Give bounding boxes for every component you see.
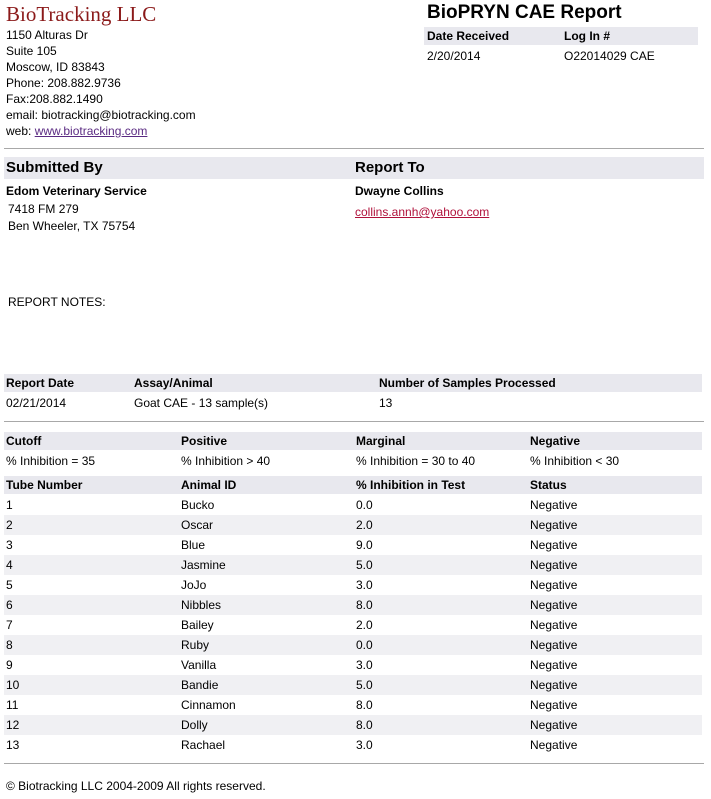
report-meta-header: [424, 27, 698, 45]
report-to-heading: Report To: [355, 159, 425, 176]
status: Negative: [530, 698, 578, 712]
recipient-email-link[interactable]: collins.annh@yahoo.com: [355, 205, 490, 219]
summary-samples: 13: [379, 396, 393, 410]
results-table-body: [4, 495, 702, 755]
tube-number: 4: [6, 558, 13, 572]
inhibition-value: 8.0: [356, 698, 373, 712]
threshold-header-positive: Positive: [181, 434, 228, 448]
tube-number: 12: [6, 718, 20, 732]
inhibition-value: 5.0: [356, 558, 373, 572]
divider: [4, 148, 704, 149]
summary-values: [4, 393, 702, 413]
status: Negative: [530, 498, 578, 512]
tube-number: 6: [6, 598, 13, 612]
summary-report-date: 02/21/2014: [6, 396, 67, 410]
report-meta-values: [424, 46, 698, 66]
web-label: web:: [6, 124, 35, 138]
animal-id: Nibbles: [181, 598, 222, 612]
date-received-value: 2/20/2014: [427, 49, 481, 63]
recipient-name: Dwayne Collins: [355, 184, 444, 198]
table-row: [4, 715, 702, 735]
table-row: [4, 675, 702, 695]
status: Negative: [530, 738, 578, 752]
tube-number: 13: [6, 738, 20, 752]
table-row: [4, 555, 702, 575]
inhibition-value: 5.0: [356, 678, 373, 692]
status: Negative: [530, 658, 578, 672]
footer-copyright: © Biotracking LLC 2004-2009 All rights reserved.: [6, 779, 266, 793]
address-line-2: Suite 105: [6, 44, 57, 58]
table-row: [4, 535, 702, 555]
animal-id: Jasmine: [181, 558, 226, 572]
status: Negative: [530, 678, 578, 692]
company-phone: Phone: 208.882.9736: [6, 76, 121, 90]
company-email: email: biotracking@biotracking.com: [6, 108, 196, 122]
website-link[interactable]: www.biotracking.com: [34, 124, 148, 138]
submitter-address-1: 7418 FM 279: [8, 202, 79, 216]
status: Negative: [530, 718, 578, 732]
summary-header-samples: Number of Samples Processed: [379, 376, 556, 390]
thresholds-values: [4, 451, 702, 471]
address-line-3: Moscow, ID 83843: [6, 60, 105, 74]
inhibition-value: 2.0: [356, 518, 373, 532]
summary-assay: Goat CAE - 13 sample(s): [134, 396, 269, 410]
company-fax: Fax:208.882.1490: [6, 92, 103, 106]
animal-id: JoJo: [181, 578, 207, 592]
inhibition-value: 3.0: [356, 738, 373, 752]
inhibition-value: 8.0: [356, 598, 373, 612]
status: Negative: [530, 558, 578, 572]
threshold-header-marginal: Marginal: [356, 434, 406, 448]
threshold-header-cutoff: Cutoff: [6, 434, 42, 448]
report-notes-label: REPORT NOTES:: [8, 295, 106, 309]
animal-id: Blue: [181, 538, 206, 552]
divider: [4, 421, 704, 422]
animal-id: Oscar: [181, 518, 214, 532]
animal-id: Bucko: [181, 498, 215, 512]
parties-header: [4, 157, 704, 179]
animal-id: Rachael: [181, 738, 226, 752]
inhibition-value: 9.0: [356, 538, 373, 552]
table-row: [4, 515, 702, 535]
inhibition-value: 3.0: [356, 578, 373, 592]
inhibition-value: 3.0: [356, 658, 373, 672]
results-header-animal: Animal ID: [181, 478, 237, 492]
tube-number: 5: [6, 578, 13, 592]
submitter-address-2: Ben Wheeler, TX 75754: [8, 219, 136, 233]
report-title: BioPRYN CAE Report: [427, 2, 622, 23]
table-row: [4, 595, 702, 615]
results-header-status: Status: [530, 478, 567, 492]
threshold-negative: % Inhibition < 30: [530, 454, 620, 468]
tube-number: 11: [6, 698, 19, 712]
date-received-label: Date Received: [427, 29, 510, 43]
status: Negative: [530, 518, 578, 532]
animal-id: Ruby: [181, 638, 210, 652]
summary-header-report-date: Report Date: [6, 376, 75, 390]
inhibition-value: 2.0: [356, 618, 373, 632]
threshold-cutoff: % Inhibition = 35: [6, 454, 96, 468]
tube-number: 2: [6, 518, 13, 532]
log-in-label: Log In #: [564, 29, 610, 43]
status: Negative: [530, 598, 578, 612]
tube-number: 1: [6, 498, 13, 512]
inhibition-value: 0.0: [356, 498, 373, 512]
status: Negative: [530, 578, 578, 592]
results-header: [4, 476, 702, 494]
submitted-by-heading: Submitted By: [6, 159, 103, 176]
animal-id: Dolly: [181, 718, 208, 732]
address-line-1: 1150 Alturas Dr: [6, 28, 88, 42]
company-web: [6, 123, 196, 139]
tube-number: 9: [6, 658, 13, 672]
animal-id: Bandie: [181, 678, 219, 692]
company-name: BioTracking LLC: [6, 2, 157, 26]
table-row: [4, 575, 702, 595]
inhibition-value: 0.0: [356, 638, 373, 652]
summary-header-assay: Assay/Animal: [134, 376, 213, 390]
results-header-inhibition: % Inhibition in Test: [356, 478, 466, 492]
threshold-header-negative: Negative: [530, 434, 581, 448]
threshold-positive: % Inhibition > 40: [181, 454, 271, 468]
table-row: [4, 615, 702, 635]
tube-number: 3: [6, 538, 13, 552]
log-in-value: O22014029 CAE: [564, 49, 655, 63]
threshold-marginal: % Inhibition = 30 to 40: [356, 454, 476, 468]
thresholds-header: [4, 432, 702, 450]
inhibition-value: 8.0: [356, 718, 373, 732]
tube-number: 10: [6, 678, 20, 692]
table-row: [4, 655, 702, 675]
tube-number: 7: [6, 618, 13, 632]
animal-id: Cinnamon: [181, 698, 236, 712]
summary-header: [4, 374, 702, 392]
submitter-name: Edom Veterinary Service: [6, 184, 147, 198]
company-address: [6, 27, 196, 139]
table-row: [4, 495, 702, 515]
status: Negative: [530, 618, 578, 632]
animal-id: Vanilla: [181, 658, 217, 672]
animal-id: Bailey: [181, 618, 214, 632]
status: Negative: [530, 638, 578, 652]
tube-number: 8: [6, 638, 13, 652]
divider: [4, 763, 704, 764]
table-row: [4, 635, 702, 655]
table-row: [4, 695, 702, 715]
results-header-tube: Tube Number: [6, 478, 83, 492]
table-row: [4, 735, 702, 755]
status: Negative: [530, 538, 578, 552]
